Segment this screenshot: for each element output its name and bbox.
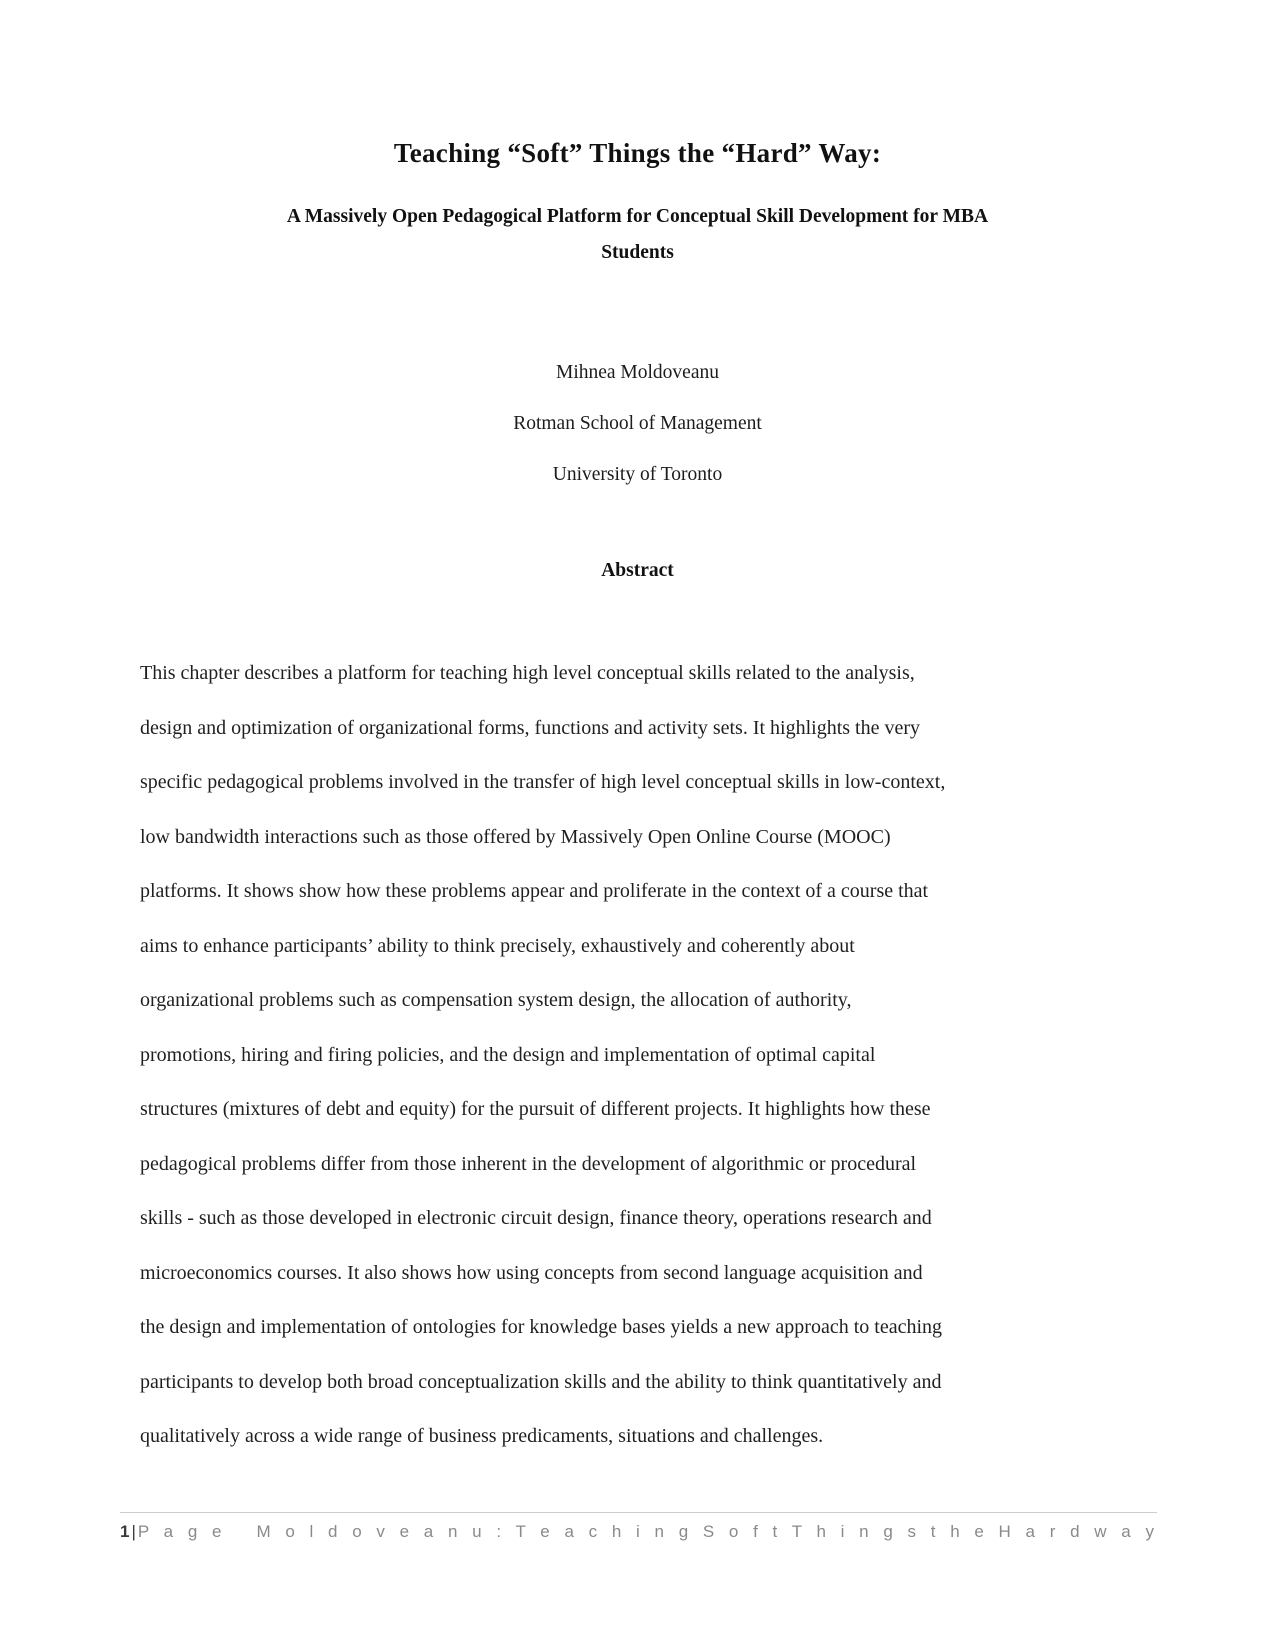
running-title: M o l d o v e a n u : T e a c h i n g S o f t T h i n g s t h e H a r d w a y: [256, 1522, 1159, 1541]
abstract-line: the design and implementation of ontologies for knowledge bases yields a new approach to teaching: [140, 1316, 943, 1338]
abstract-line: platforms. It shows show how these problems appear and proliferate in the context of a course that: [140, 880, 929, 902]
page-footer: [120, 1512, 1157, 1542]
abstract-line: organizational problems such as compensation system design, the allocation of authority,: [140, 989, 852, 1011]
page-number: 1: [120, 1522, 132, 1541]
footer-separator: |: [131, 1522, 138, 1541]
paper-title: Teaching “Soft” Things the “Hard” Way:: [393, 138, 882, 168]
author-name: Mihnea Moldoveanu: [555, 362, 719, 383]
abstract-line: This chapter describes a platform for teaching high level conceptual skills related to the analysis,: [140, 662, 915, 684]
abstract-line: promotions, hiring and firing policies, and the design and implementation of optimal capital: [140, 1043, 876, 1066]
author-affiliation: Rotman School of Management: [513, 413, 762, 434]
page-label: P a g e: [137, 1522, 227, 1541]
abstract-line: pedagogical problems differ from those inherent in the development of algorithmic or procedural: [140, 1152, 917, 1175]
abstract-line: structures (mixtures of debt and equity) for the pursuit of different projects. It highlights how these: [140, 1098, 931, 1120]
abstract-body: [0, 646, 1275, 1464]
paper-subtitle-line: Students: [601, 242, 674, 263]
abstract-line: skills - such as those developed in electronic circuit design, finance theory, operations research and: [140, 1207, 932, 1229]
abstract-line: specific pedagogical problems involved in the transfer of high level conceptual skills in low-context,: [140, 771, 946, 793]
abstract-line: design and optimization of organizational forms, functions and activity sets. It highlights the very: [140, 716, 921, 739]
abstract-line: low bandwidth interactions such as those offered by Massively Open Online Course (MOOC): [140, 825, 891, 848]
author-university: University of Toronto: [552, 464, 723, 485]
author-block: [0, 347, 1275, 500]
abstract-line: aims to enhance participants’ ability to think precisely, exhaustively and coherently about: [140, 934, 855, 957]
abstract-line: participants to develop both broad conceptualization skills and the ability to think quantitatively and: [140, 1370, 942, 1393]
paper-subtitle: [0, 199, 1275, 271]
abstract-line: microeconomics courses. It also shows how using concepts from second language acquisition and: [140, 1261, 923, 1284]
abstract-line: qualitatively across a wide range of business predicaments, situations and challenges.: [140, 1425, 824, 1447]
abstract-heading: Abstract: [601, 560, 674, 581]
paper-subtitle-line: A Massively Open Pedagogical Platform for Conceptual Skill Development for MBA: [286, 206, 989, 227]
